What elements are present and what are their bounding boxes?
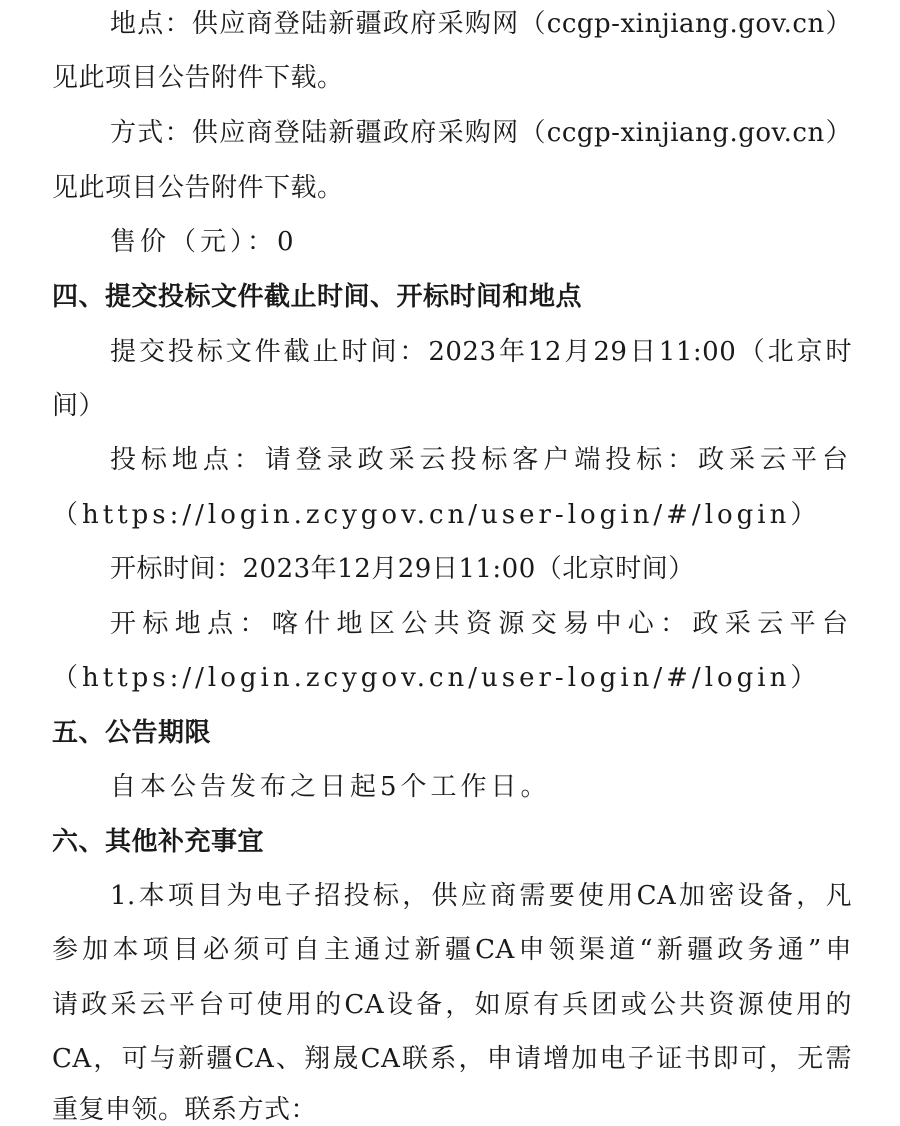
deadline-line-2: 间） <box>52 391 106 421</box>
section-5-text: 自本公告发布之日起5个工作日。 <box>110 772 551 802</box>
section-5-heading: 五、公告期限 <box>52 718 212 748</box>
section-6-para-line-2: 参加本项目必须可自主通过新疆CA申领渠道“新疆政务通”申 <box>52 935 852 965</box>
method-line-1: 方式：供应商登陆新疆政府采购网（ccgp-xinjiang.gov.cn） <box>110 118 852 148</box>
bid-location-line-1: 投标地点：请登录政采云投标客户端投标：政采云平台 <box>110 445 852 475</box>
section-4-heading: 四、提交投标文件截止时间、开标时间和地点 <box>52 282 583 312</box>
price-line: 售价（元）：0 <box>110 227 298 257</box>
location-line-2: 见此项目公告附件下载。 <box>52 63 344 93</box>
section-6-heading: 六、其他补充事宜 <box>52 827 265 857</box>
section-6-para-line-4: CA，可与新疆CA、翔晟CA联系，申请增加电子证书即可，无需 <box>52 1044 852 1074</box>
section-6-para-line-1: 1.本项目为电子招投标，供应商需要使用CA加密设备，凡 <box>110 881 852 911</box>
bid-location-url: （https://login.zcygov.cn/user-login/#/login） <box>52 500 821 530</box>
method-line-2: 见此项目公告附件下载。 <box>52 173 344 203</box>
section-6-para-line-5: 重复申领。联系方式： <box>52 1095 318 1125</box>
opening-time-line: 开标时间：2023年12月29日11:00（北京时间） <box>110 554 695 584</box>
opening-location-line-1: 开标地点：喀什地区公共资源交易中心：政采云平台 <box>110 609 852 639</box>
location-line-1: 地点：供应商登陆新疆政府采购网（ccgp-xinjiang.gov.cn） <box>110 9 852 39</box>
deadline-line-1: 提交投标文件截止时间：2023年12月29日11:00（北京时 <box>110 337 852 367</box>
opening-location-url: （https://login.zcygov.cn/user-login/#/login） <box>52 663 821 693</box>
section-6-para-line-3: 请政采云平台可使用的CA设备，如原有兵团或公共资源使用的 <box>52 990 852 1020</box>
